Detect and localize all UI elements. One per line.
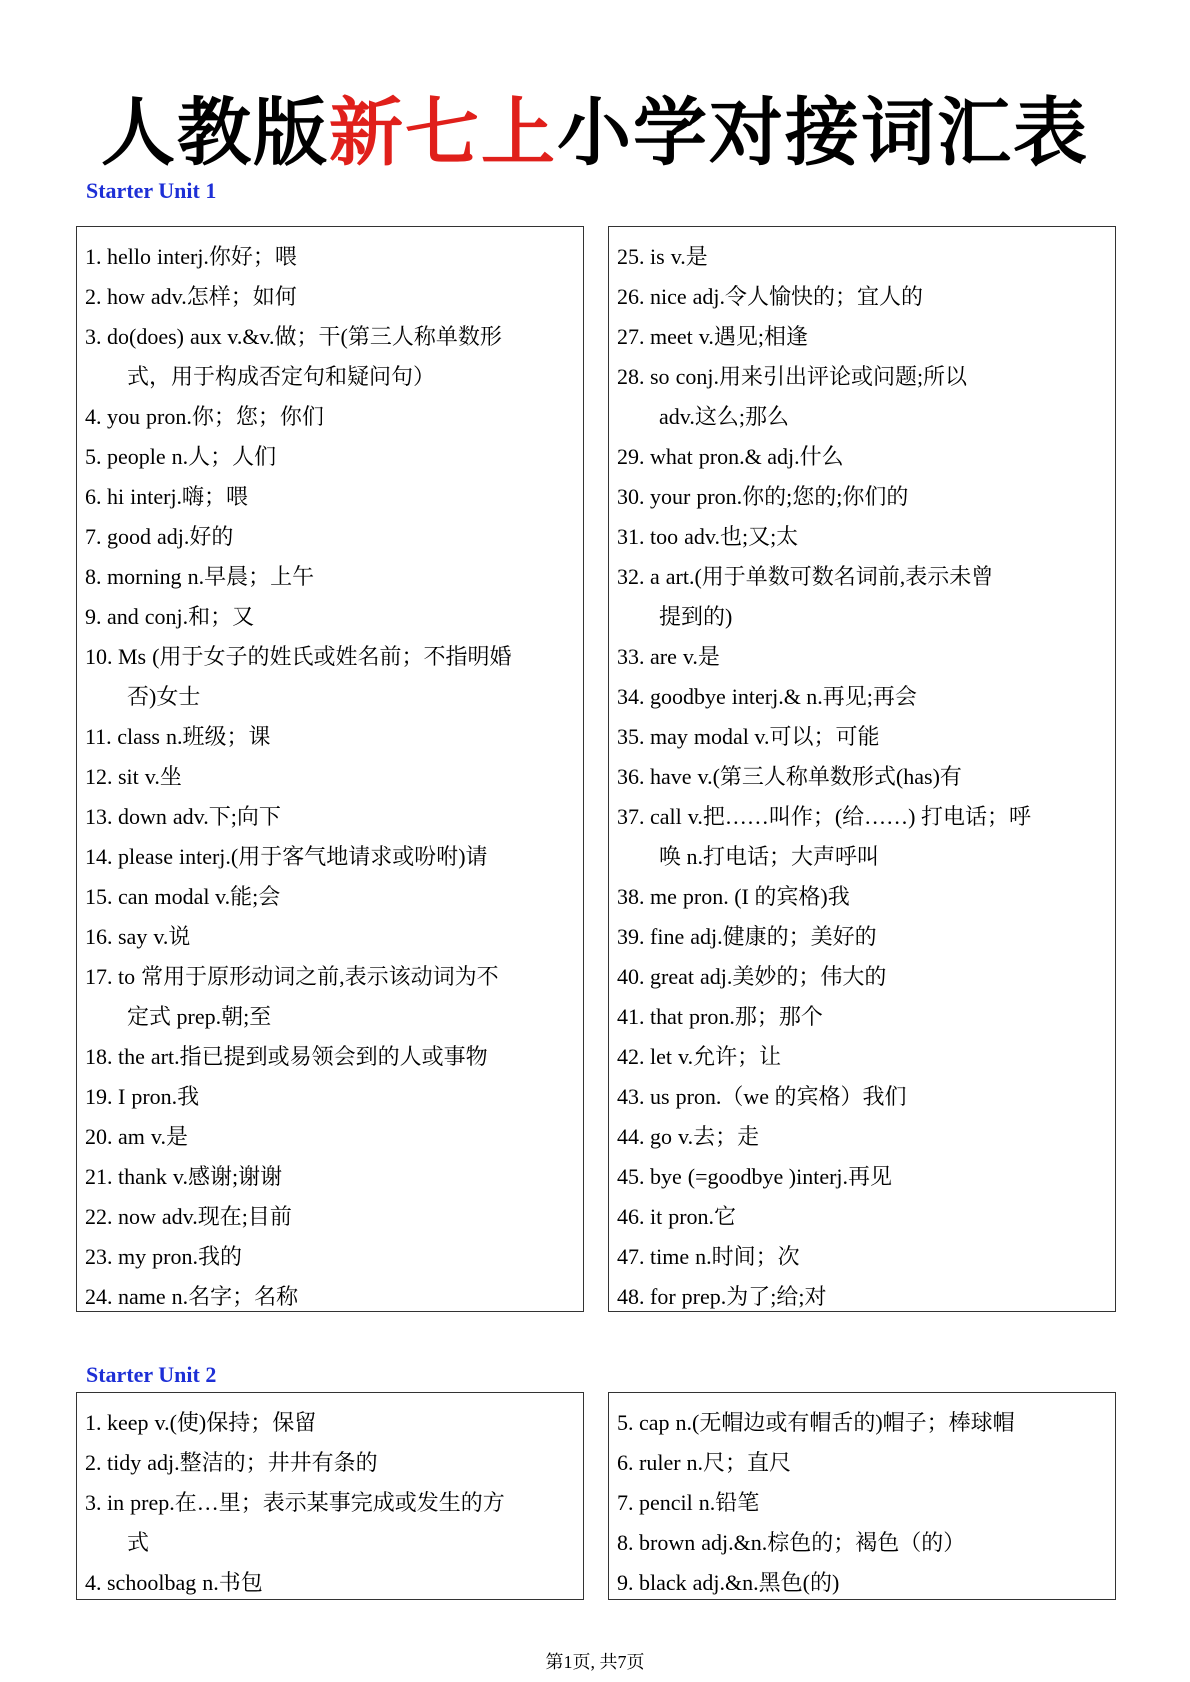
vocab-entry (609, 797, 1115, 837)
entry-definition-continued: 唤 n.打电话；大声呼叫 (659, 844, 880, 869)
entry-word: go (650, 1124, 672, 1149)
entry-definition: interj.(用于客气地请求或吩咐)请 (178, 844, 488, 869)
entry-number: 23. (85, 1244, 113, 1269)
entry-definition: v.(第三人称单数形式(has)有 (697, 764, 962, 789)
vocab-entry (609, 437, 1115, 477)
vocab-box-unit-1-left (76, 226, 584, 1312)
entry-word: your (650, 484, 691, 509)
entry-word: let (650, 1044, 672, 1069)
vocab-entry (609, 1197, 1115, 1237)
entry-definition: modal v.能;会 (154, 884, 281, 909)
entry-definition: art.指已提到或易领会到的人或事物 (150, 1044, 488, 1069)
entry-number: 30. (617, 484, 645, 509)
entry-definition: v.把……叫作；(给……) 打电话；呼 (687, 804, 1031, 829)
entry-definition: v.是 (682, 644, 720, 669)
vocab-entry (77, 1237, 583, 1277)
entry-word: goodbye (650, 684, 726, 709)
entry-definition: n.早晨；上午 (187, 564, 315, 589)
entry-definition: adv.现在;目前 (161, 1204, 292, 1229)
entry-number: 3. (85, 1490, 102, 1515)
vocab-entry (609, 1563, 1115, 1603)
entry-definition: pron.& adj.什么 (698, 444, 844, 469)
vocab-entry (77, 397, 583, 437)
vocab-entry (609, 757, 1115, 797)
entry-definition: adj.好的 (157, 524, 234, 549)
entry-number: 1. (85, 244, 102, 269)
vocab-entry (609, 357, 1115, 397)
entry-word: thank (118, 1164, 167, 1189)
vocab-entry (77, 597, 583, 637)
entry-word: down (118, 804, 167, 829)
entry-definition-continued: 式 (127, 1530, 150, 1555)
entry-number: 38. (617, 884, 645, 909)
entry-word: a (650, 564, 660, 589)
entry-definition: aux v.&v.做；干(第三人称单数形 (189, 324, 502, 349)
entry-definition: prep.在…里；表示某事完成或发生的方 (130, 1490, 505, 1515)
entry-number: 10. (85, 644, 113, 669)
entry-definition: adj.美妙的；伟大的 (699, 964, 887, 989)
entry-word: us (650, 1084, 670, 1109)
entry-number: 37. (617, 804, 645, 829)
vocab-entry (77, 277, 583, 317)
entry-definition: (用于女子的姓氏或姓名前；不指明婚 (152, 644, 512, 669)
vocab-entry (77, 437, 583, 477)
vocab-entry (77, 837, 583, 877)
entry-definition: pron. (I 的宾格)我 (682, 884, 850, 909)
entry-definition: v.去；走 (678, 1124, 760, 1149)
entry-word: my (118, 1244, 147, 1269)
entry-definition: adj.令人愉快的；宜人的 (692, 284, 924, 309)
entry-number: 15. (85, 884, 113, 909)
entry-number: 21. (85, 1164, 113, 1189)
entry-number: 36. (617, 764, 645, 789)
entry-definition: adv.也;又;太 (684, 524, 799, 549)
vocab-entry (77, 637, 583, 677)
entry-word: time (650, 1244, 690, 1269)
entry-definition: conj.和；又 (144, 604, 255, 629)
entry-definition: prep.为了;给;对 (681, 1284, 827, 1309)
page-title (0, 88, 1190, 178)
entry-number: 47. (617, 1244, 645, 1269)
vocab-entry (77, 1077, 583, 1117)
vocab-entry (77, 957, 583, 997)
entry-number: 46. (617, 1204, 645, 1229)
entry-word: call (650, 804, 682, 829)
vocab-entry (77, 1443, 583, 1483)
entry-word: meet (650, 324, 693, 349)
entry-definition: adj.&n.黑色(的) (692, 1570, 840, 1595)
entry-word: now (118, 1204, 156, 1229)
vocab-entry (77, 797, 583, 837)
entry-number: 34. (617, 684, 645, 709)
entry-number: 11. (85, 724, 112, 749)
entry-definition: adv.怎样；如何 (150, 284, 297, 309)
vocab-entry (609, 1443, 1115, 1483)
entry-definition-continued: 否)女士 (127, 684, 201, 709)
entry-number: 8. (85, 564, 102, 589)
entry-number: 18. (85, 1044, 113, 1069)
vocab-entry (77, 237, 583, 277)
entry-number: 20. (85, 1124, 113, 1149)
vocab-entry (77, 557, 583, 597)
section-label-unit-1: Starter Unit 1 (86, 178, 217, 203)
entry-word: name (118, 1284, 166, 1309)
entry-definition: art.(用于单数可数名词前,表示未曾 (665, 564, 994, 589)
title-part-1: 人教版 (101, 90, 329, 176)
entry-definition: pron.你；您；你们 (146, 404, 324, 429)
entry-number: 48. (617, 1284, 645, 1309)
entry-number: 17. (85, 964, 113, 989)
vocab-entry (609, 277, 1115, 317)
entry-number: 19. (85, 1084, 113, 1109)
entry-number: 9. (85, 604, 102, 629)
entry-definition: adj.&n.棕色的；褐色（的） (701, 1530, 966, 1555)
entry-definition: pron.（we 的宾格）我们 (675, 1084, 907, 1109)
vocab-entry (609, 957, 1115, 997)
entry-definition: n.铅笔 (698, 1490, 760, 1515)
entry-number: 5. (85, 444, 102, 469)
entry-word: are (650, 644, 677, 669)
entry-definition: n.时间；次 (695, 1244, 800, 1269)
entry-word: how (107, 284, 145, 309)
entry-word: can (118, 884, 149, 909)
vocab-entry (77, 1037, 583, 1077)
entry-definition: interj.嗨；喂 (130, 484, 249, 509)
vocab-entry (609, 1237, 1115, 1277)
vocab-entry (609, 637, 1115, 677)
entry-word: hello (107, 244, 151, 269)
entry-word: may (650, 724, 688, 749)
entry-definition: v.是 (150, 1124, 188, 1149)
entry-number: 26. (617, 284, 645, 309)
vocab-entry (609, 1157, 1115, 1197)
vocab-entry (77, 877, 583, 917)
vocab-entry (609, 1523, 1115, 1563)
entry-number: 13. (85, 804, 113, 829)
entry-definition: interj.& n.再见;再会 (731, 684, 917, 709)
vocab-entry (609, 517, 1115, 557)
vocab-entry (609, 1483, 1115, 1523)
entry-word: Ms (118, 644, 147, 669)
entry-word: good (107, 524, 151, 549)
entry-definition: adv.下;向下 (172, 804, 281, 829)
vocab-entry (609, 1403, 1115, 1443)
entry-word: brown (639, 1530, 696, 1555)
entry-number: 8. (617, 1530, 634, 1555)
entry-word: what (650, 444, 693, 469)
entry-word: I (118, 1084, 126, 1109)
entry-definition: n.(无帽边或有帽舌的)帽子；棒球帽 (675, 1410, 1015, 1435)
vocab-entry (609, 557, 1115, 597)
entry-number: 6. (617, 1450, 634, 1475)
vocab-entry (609, 717, 1115, 757)
entry-word: it (650, 1204, 663, 1229)
vocab-entry (77, 1277, 583, 1317)
vocab-entry (609, 1117, 1115, 1157)
entry-number: 2. (85, 1450, 102, 1475)
entry-number: 14. (85, 844, 113, 869)
vocab-entry (77, 1403, 583, 1443)
entry-number: 16. (85, 924, 113, 949)
entry-definition: v.坐 (144, 764, 182, 789)
title-part-2: 新七上 (329, 90, 557, 176)
entry-word: schoolbag (107, 1570, 197, 1595)
entry-word: pencil (639, 1490, 693, 1515)
entry-definition: (=goodbye )interj.再见 (687, 1164, 893, 1189)
entry-number: 7. (617, 1490, 634, 1515)
vocab-entry (77, 917, 583, 957)
entry-number: 7. (85, 524, 102, 549)
entry-word: great (650, 964, 694, 989)
vocab-entry (77, 717, 583, 757)
entry-word: sit (118, 764, 139, 789)
entry-word: ruler (639, 1450, 681, 1475)
entry-number: 9. (617, 1570, 634, 1595)
entry-definition: v.遇见;相逢 (698, 324, 808, 349)
entry-number: 25. (617, 244, 645, 269)
entry-number: 42. (617, 1044, 645, 1069)
entry-word: people (107, 444, 166, 469)
title-part-3: 小学对接词汇表 (557, 90, 1089, 176)
entry-word: you (107, 404, 140, 429)
entry-number: 28. (617, 364, 645, 389)
entry-number: 4. (85, 404, 102, 429)
entry-word: too (650, 524, 679, 549)
entry-number: 43. (617, 1084, 645, 1109)
entry-word: tidy (107, 1450, 142, 1475)
vocab-box-unit-1-right (608, 226, 1116, 1312)
vocab-entry (77, 517, 583, 557)
entry-definition: n.人；人们 (171, 444, 277, 469)
entry-word: please (118, 844, 173, 869)
entry-word: class (117, 724, 160, 749)
entry-word: say (118, 924, 148, 949)
entry-definition: 常用于原形动词之前,表示该动词为不 (141, 964, 499, 989)
vocab-entry (609, 677, 1115, 717)
entry-word: cap (639, 1410, 670, 1435)
vocab-entry (609, 917, 1115, 957)
entry-definition: conj.用来引出评论或问题;所以 (675, 364, 968, 389)
entry-definition: n.班级；课 (165, 724, 271, 749)
entry-word: fine (650, 924, 685, 949)
vocab-entry (77, 1483, 583, 1523)
entry-word: is (650, 244, 665, 269)
entry-definition: v.说 (153, 924, 191, 949)
section-label-unit-2: Starter Unit 2 (86, 1362, 217, 1387)
vocab-entry (609, 477, 1115, 517)
vocab-entry (609, 997, 1115, 1037)
entry-number: 45. (617, 1164, 645, 1189)
vocab-entry (609, 1277, 1115, 1317)
entry-number: 24. (85, 1284, 113, 1309)
entry-definition: v.是 (670, 244, 708, 269)
entry-word: have (650, 764, 692, 789)
entry-number: 39. (617, 924, 645, 949)
entry-definition-continued: 式，用于构成否定句和疑问句） (127, 364, 436, 389)
vocab-entry (77, 1157, 583, 1197)
entry-number: 44. (617, 1124, 645, 1149)
entry-word: and (107, 604, 139, 629)
entry-definition: n.尺；直尺 (686, 1450, 792, 1475)
entry-word: am (118, 1124, 145, 1149)
entry-number: 4. (85, 1570, 102, 1595)
entry-definition: n.书包 (202, 1570, 263, 1595)
entry-word: morning (107, 564, 182, 589)
vocab-box-unit-2-right (608, 1392, 1116, 1600)
entry-definition: v.(使)保持；保留 (154, 1410, 317, 1435)
entry-definition: pron.我 (131, 1084, 200, 1109)
entry-definition-continued: adv.这么;那么 (659, 404, 789, 429)
vocab-entry (77, 1117, 583, 1157)
entry-number: 29. (617, 444, 645, 469)
entry-definition-continued: 定式 prep.朝;至 (127, 1004, 272, 1029)
vocab-entry (609, 237, 1115, 277)
entry-word: in (107, 1490, 125, 1515)
entry-word: for (650, 1284, 676, 1309)
entry-definition: pron.它 (668, 1204, 737, 1229)
entry-word: do(does) (107, 324, 184, 349)
entry-number: 32. (617, 564, 645, 589)
entry-word: to (118, 964, 136, 989)
entry-definition: interj.你好；喂 (157, 244, 297, 269)
entry-number: 33. (617, 644, 645, 669)
vocab-box-unit-2-left (76, 1392, 584, 1600)
entry-definition: adj.健康的；美好的 (690, 924, 877, 949)
vocab-entry (609, 1077, 1115, 1117)
entry-word: the (118, 1044, 145, 1069)
entry-definition: modal v.可以；可能 (693, 724, 880, 749)
entry-number: 12. (85, 764, 113, 789)
entry-number: 1. (85, 1410, 102, 1435)
entry-definition: adj.整洁的；井井有条的 (147, 1450, 378, 1475)
entry-word: bye (650, 1164, 682, 1189)
vocab-entry (77, 317, 583, 357)
entry-word: nice (650, 284, 687, 309)
entry-number: 6. (85, 484, 102, 509)
entry-number: 22. (85, 1204, 113, 1229)
entry-definition: v.允许；让 (678, 1044, 782, 1069)
vocab-entry (77, 1197, 583, 1237)
entry-definition-continued: 提到的) (659, 604, 733, 629)
entry-number: 41. (617, 1004, 645, 1029)
vocab-entry (609, 877, 1115, 917)
entry-number: 40. (617, 964, 645, 989)
entry-word: that (650, 1004, 683, 1029)
vocab-entry (77, 757, 583, 797)
entry-number: 27. (617, 324, 645, 349)
vocab-entry (609, 317, 1115, 357)
entry-number: 2. (85, 284, 102, 309)
entry-word: hi (107, 484, 125, 509)
entry-definition: pron.你的;您的;你们的 (696, 484, 909, 509)
entry-number: 35. (617, 724, 645, 749)
entry-word: keep (107, 1410, 149, 1435)
page-footer: 第1页, 共7页 (545, 1652, 645, 1672)
entry-number: 31. (617, 524, 645, 549)
entry-definition: pron.那；那个 (689, 1004, 823, 1029)
entry-word: black (639, 1570, 687, 1595)
vocab-entry (77, 1563, 583, 1603)
entry-definition: v.感谢;谢谢 (172, 1164, 283, 1189)
entry-definition: pron.我的 (152, 1244, 242, 1269)
entry-number: 3. (85, 324, 102, 349)
entry-definition: n.名字；名称 (171, 1284, 299, 1309)
entry-word: me (650, 884, 677, 909)
entry-word: so (650, 364, 670, 389)
vocab-entry (77, 477, 583, 517)
entry-number: 5. (617, 1410, 634, 1435)
vocab-entry (609, 1037, 1115, 1077)
